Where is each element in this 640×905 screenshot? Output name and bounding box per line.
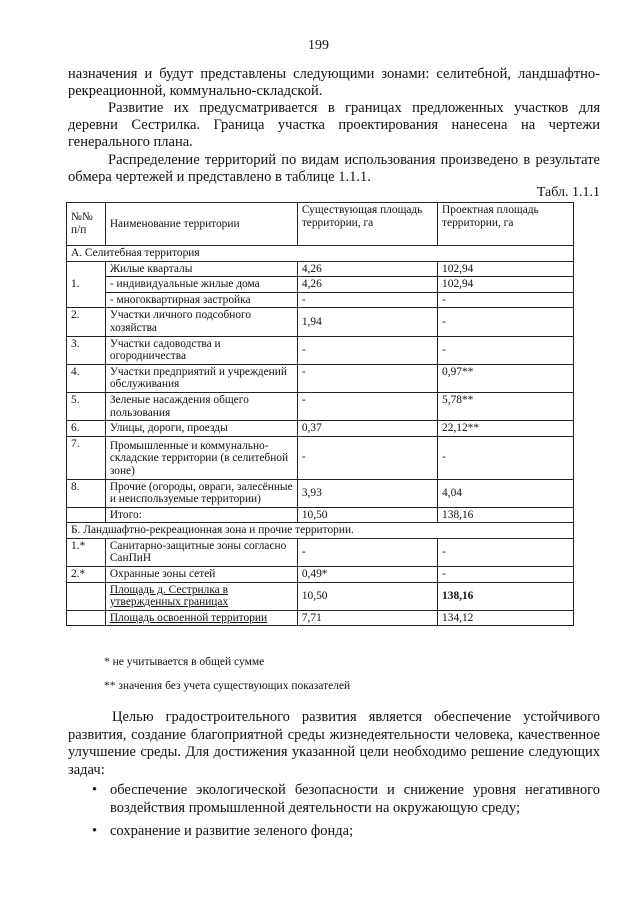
- row-num: 6.: [67, 421, 106, 437]
- table-row: [67, 436, 574, 479]
- footnote-1: * не учитывается в общей сумме: [104, 656, 265, 668]
- row-num: 1.*: [67, 538, 106, 566]
- row-name: - многоквартирная застройка: [105, 292, 297, 308]
- developed-project: 134,12: [438, 610, 574, 626]
- developed-existing: 7,71: [297, 610, 437, 626]
- total-existing: 10,50: [297, 507, 437, 523]
- goal-paragraph: Целью градостроительного развития является обеспечение устойчивого развития, создание благоприятной среды жизнедеятельности человека, качественное улучшение среды. Для достижения указанной цели необходимо решение следующих задач:: [68, 709, 600, 778]
- intro-paragraph-1: назначения и будут представлены следующими зонами: селитебной, ландшафтно-рекреационной, коммунально-складской.: [68, 66, 600, 99]
- row-num: 4.: [67, 364, 106, 392]
- row-project: -: [438, 308, 574, 336]
- row-project: 102,94: [438, 277, 574, 293]
- row-name: Жилые кварталы: [105, 261, 297, 277]
- area-total-project: 138,16: [438, 582, 574, 610]
- section-b-row: [67, 523, 574, 539]
- area-total-existing: 10,50: [297, 582, 437, 610]
- table-row: [67, 421, 574, 437]
- row-project: -: [438, 567, 574, 583]
- row-existing: 1,94: [297, 308, 437, 336]
- row-name: Участки личного подсобного хозяйства: [105, 308, 297, 336]
- row-project: -: [438, 538, 574, 566]
- row-existing: -: [297, 336, 437, 364]
- section-a-title: А. Селитебная территория: [67, 246, 574, 262]
- row-project: 22,12**: [438, 421, 574, 437]
- land-use-table: [66, 202, 574, 626]
- table-row: [67, 538, 574, 566]
- row-num: 2.: [67, 308, 106, 336]
- row-existing: 0,37: [297, 421, 437, 437]
- total-label: Итого:: [105, 507, 297, 523]
- row-existing: -: [297, 436, 437, 479]
- row-num: 2.*: [67, 567, 106, 583]
- table-row: [67, 308, 574, 336]
- row-name: - индивидуальные жилые дома: [105, 277, 297, 293]
- row-name: Зеленые насаждения общего пользования: [105, 392, 297, 420]
- task-list: [84, 782, 600, 841]
- table-row: [67, 392, 574, 420]
- header-project: Проектная площадь территории, га: [438, 203, 574, 246]
- row-name: Санитарно-защитные зоны согласно СанПиН: [105, 538, 297, 566]
- row-existing: -: [297, 292, 437, 308]
- row-existing: -: [297, 392, 437, 420]
- row-num: 1.: [67, 261, 106, 308]
- intro-paragraph-3: Распределение территорий по видам использования произведено в результате обмера чертежей и представлено в таблице 1.1.1.: [68, 152, 600, 185]
- area-total-row: [67, 582, 574, 610]
- row-project: -: [438, 336, 574, 364]
- row-project: 102,94: [438, 261, 574, 277]
- table-row: [67, 336, 574, 364]
- row-existing: 0,49*: [297, 567, 437, 583]
- total-project: 138,16: [438, 507, 574, 523]
- row-project: 0,97**: [438, 364, 574, 392]
- row-name: Участки предприятий и учреждений обслуживания: [105, 364, 297, 392]
- row-project: -: [438, 436, 574, 479]
- row-project: 5,78**: [438, 392, 574, 420]
- row-existing: -: [297, 538, 437, 566]
- row-name: Улицы, дороги, проезды: [105, 421, 297, 437]
- row-project: 4,04: [438, 479, 574, 507]
- table-row: [67, 292, 574, 308]
- section-b-title: Б. Ландшафтно-рекреационная зона и прочие территории.: [67, 523, 574, 539]
- section-a-row: [67, 246, 574, 262]
- row-existing: -: [297, 364, 437, 392]
- table-caption: Табл. 1.1.1: [536, 185, 600, 200]
- row-num: 8.: [67, 479, 106, 507]
- developed-row: [67, 610, 574, 626]
- intro-paragraph-2: Развитие их предусматривается в границах предложенных участков для деревни Сестрилка. Граница участка проектирования нанесена на чертежи генерального плана.: [68, 100, 600, 150]
- table-row: [67, 261, 574, 277]
- table-total-row: [67, 507, 574, 523]
- row-name: Участки садоводства и огородничества: [105, 336, 297, 364]
- row-existing: 4,26: [297, 261, 437, 277]
- list-item: • сохранение и развитие зеленого фонда;: [84, 823, 600, 841]
- row-num: 7.: [67, 436, 106, 479]
- row-num: 3.: [67, 336, 106, 364]
- footnote-2: ** значения без учета существующих показателей: [104, 680, 351, 692]
- page-number: 199: [308, 38, 329, 53]
- table-row: [67, 364, 574, 392]
- row-existing: 4,26: [297, 277, 437, 293]
- row-existing: 3,93: [297, 479, 437, 507]
- row-name: Охранные зоны сетей: [105, 567, 297, 583]
- list-item: • обеспечение экологической безопасности и снижение уровня негативного воздействия промышленной деятельности на окружающую среду;: [84, 782, 600, 817]
- row-num: 5.: [67, 392, 106, 420]
- header-existing: Существующая площадь территории, га: [297, 203, 437, 246]
- developed-label: Площадь освоенной территории: [105, 610, 297, 626]
- row-name: Промышленные и коммунально-складские территории (в селитебной зоне): [105, 436, 297, 479]
- header-name: Наименование территории: [105, 203, 297, 246]
- table-row: [67, 567, 574, 583]
- table-header-row: [67, 203, 574, 246]
- table-row: [67, 479, 574, 507]
- row-project: -: [438, 292, 574, 308]
- row-name: Прочие (огороды, овраги, залесённые и неиспользуемые территории): [105, 479, 297, 507]
- header-num: №№ п/п: [67, 203, 106, 246]
- table-row: [67, 277, 574, 293]
- area-total-label: Площадь д. Сестрилка в утвержденных границах: [105, 582, 297, 610]
